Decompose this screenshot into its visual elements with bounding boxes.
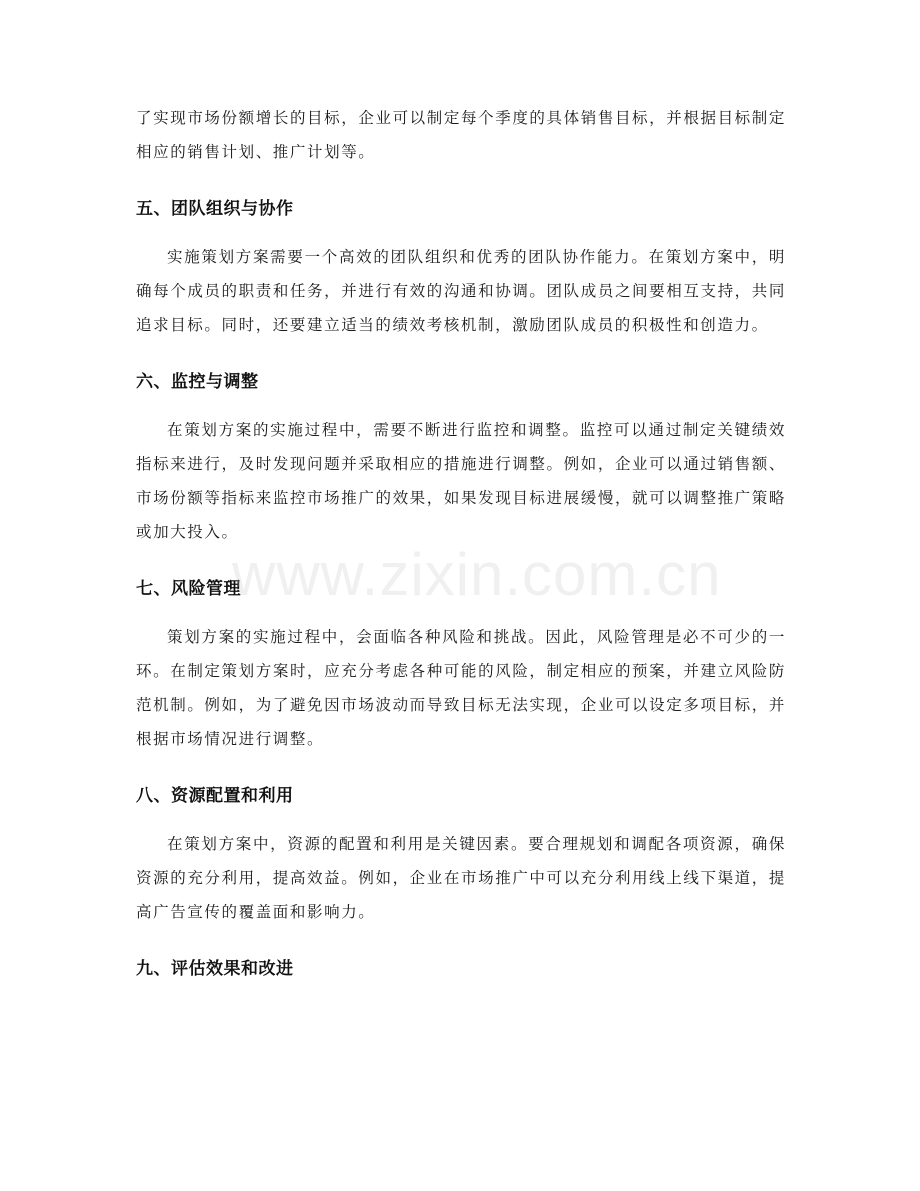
section-heading-7: 七、风险管理 [136,579,241,599]
section-body-6: 在策划方案的实施过程中，需要不断进行监控和调整。监控可以通过制定关键绩效指标来进行，及时发现问题并采取相应的措施进行调整。例如，企业可以通过销售额、市场份额等指标来监控市场推广的效果，如果发现目标进展缓慢，就可以调整推广策略或加大投入。 [136,421,786,541]
section-heading-9: 九、评估效果和改进 [136,959,294,979]
document-page [136,101,786,986]
section-heading-5: 五、团队组织与协作 [136,199,294,219]
section-body-7: 策划方案的实施过程中，会面临各种风险和挑战。因此，风险管理是必不可少的一环。在制定策划方案时，应充分考虑各种可能的风险，制定相应的预案，并建立风险防范机制。例如，为了避免因市场波动而导致目标无法实现，企业可以设定多项目标，并根据市场情况进行调整。 [136,628,786,748]
section-body-8: 在策划方案中，资源的配置和利用是关键因素。要合理规划和调配各项资源，确保资源的充分利用，提高效益。例如，企业在市场推广中可以充分利用线上线下渠道，提高广告宣传的覆盖面和影响力。 [136,835,786,921]
watermark: www.zixin.com.cn [232,541,722,608]
section-body-5: 实施策划方案需要一个高效的团队组织和优秀的团队协作能力。在策划方案中，明确每个成员的职责和任务，并进行有效的沟通和协调。团队成员之间要相互支持，共同追求目标。同时，还要建立适当的绩效考核机制，激励团队成员的积极性和创造力。 [136,248,786,334]
intro-paragraph: 了实现市场份额增长的目标，企业可以制定每个季度的具体销售目标，并根据目标制定相应的销售计划、推广计划等。 [136,109,786,161]
section-heading-6: 六、监控与调整 [136,372,259,392]
section-heading-8: 八、资源配置和利用 [136,786,294,806]
